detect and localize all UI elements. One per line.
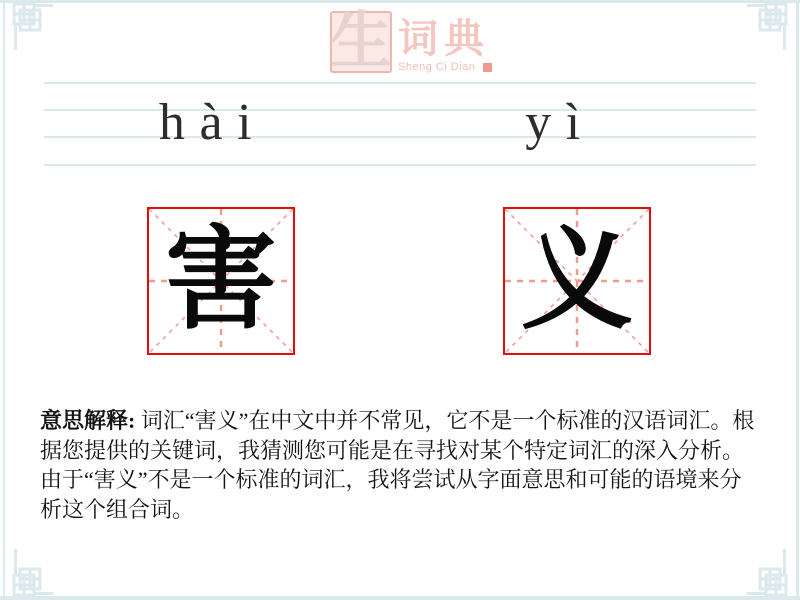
pinyin-guideline — [44, 164, 756, 166]
logo-stamp-icon — [330, 8, 393, 76]
frame-top-border — [0, 0, 800, 3]
logo-title: 词典 — [398, 16, 490, 61]
frame-right-border — [796, 3, 799, 596]
hanzi-char: 义 — [521, 219, 633, 343]
logo-accent-square-icon — [483, 63, 492, 72]
logo — [330, 8, 492, 76]
hanzi-card — [147, 207, 295, 355]
explanation-text: 词汇“害义”在中文中并不常见，它不是一个标准的汉语词汇。根据您提供的关键词，我猜测您可能是在寻找对某个特定词汇的深入分析。由于“害义”不是一个标准的词汇，我将尝试从字面意思和可能的语境来分析这个组合词。 — [40, 408, 755, 522]
hanzi-card — [503, 207, 651, 355]
logo-stamp-char: 生 — [330, 8, 393, 76]
explanation-paragraph — [40, 406, 762, 524]
corner-fret-icon — [3, 2, 53, 52]
pinyin-guideline — [44, 82, 756, 84]
hanzi-char: 害 — [165, 219, 277, 343]
explanation-label: 意思解释: — [40, 408, 136, 433]
frame-left-border — [3, 3, 5, 596]
frame-bottom-border — [0, 596, 800, 600]
corner-fret-icon — [747, 547, 797, 597]
corner-fret-icon — [3, 547, 53, 597]
corner-fret-icon — [747, 2, 797, 52]
logo-subtitle: Sheng Ci Dian — [398, 61, 476, 73]
pinyin-word: yì — [525, 94, 595, 151]
pinyin-word: hài — [158, 94, 267, 151]
